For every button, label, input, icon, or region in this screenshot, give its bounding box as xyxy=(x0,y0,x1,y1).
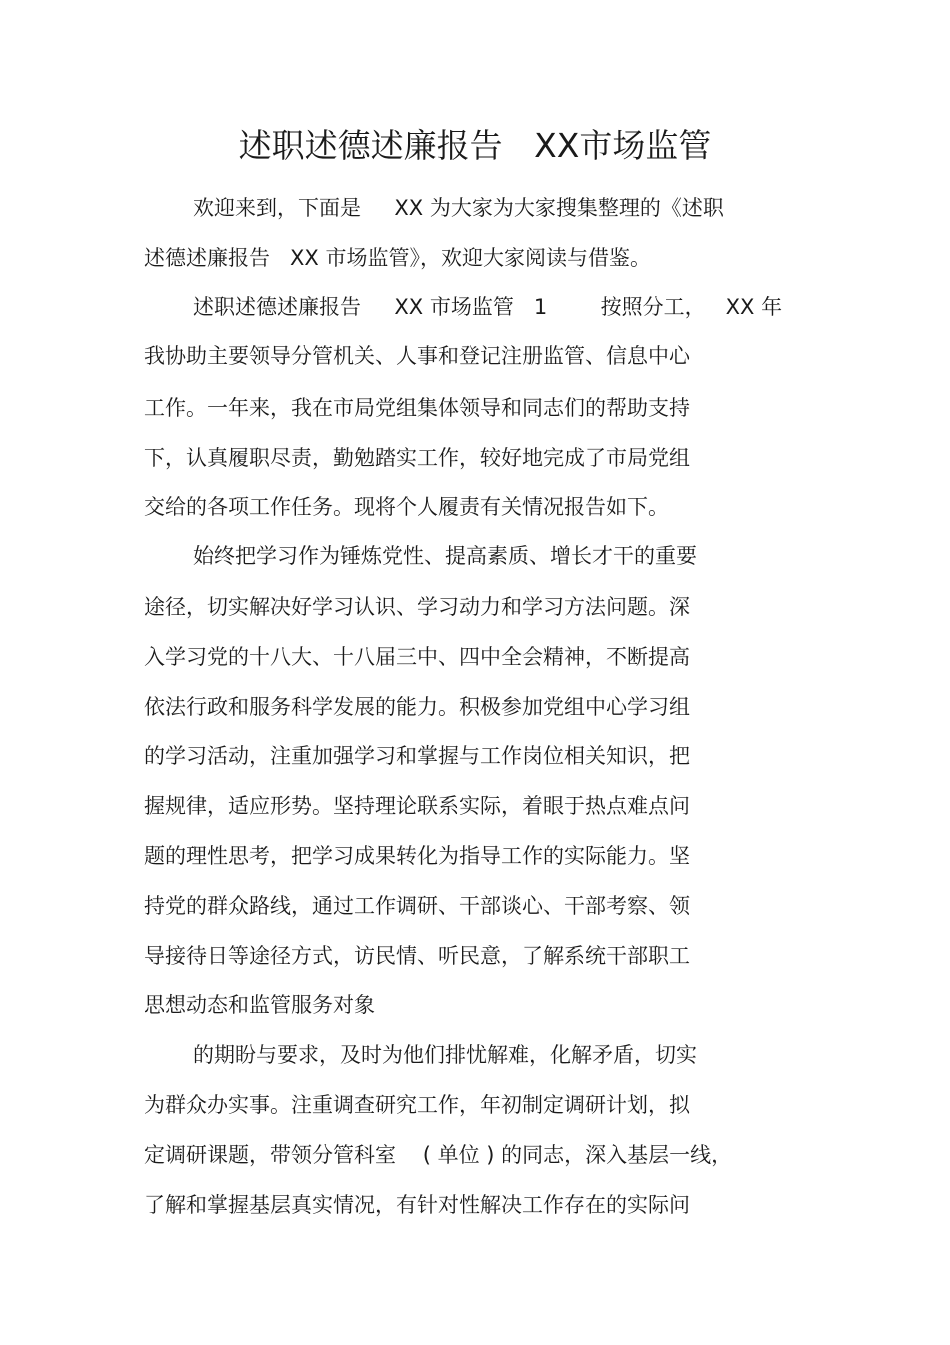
text-line: 握规律，适应形势。坚持理论联系实际，着眼于热点难点问 xyxy=(144,794,690,818)
text-line: 入学习党的十八大、十八届三中、四中全会精神，不断提高 xyxy=(144,645,690,669)
text-line: 思想动态和监管服务对象 xyxy=(144,993,375,1017)
text-line: 欢迎来到，下面是 XX 为大家为大家搜集整理的《述职 xyxy=(193,196,724,220)
text-line: 的学习活动，注重加强学习和掌握与工作岗位相关知识，把 xyxy=(144,744,690,768)
text-line: 了解和掌握基层真实情况，有针对性解决工作存在的实际问 xyxy=(144,1193,690,1217)
text-line: 定调研课题，带领分管科室 ( 单位 ) 的同志，深入基层一线， xyxy=(144,1143,733,1167)
text-line: 持党的群众路线，通过工作调研、干部谈心、干部考察、领 xyxy=(144,894,690,918)
text-line: 下，认真履职尽责，勤勉踏实工作，较好地完成了市局党组 xyxy=(144,446,690,470)
text-line: 始终把学习作为锤炼党性、提高素质、增长才干的重要 xyxy=(193,544,697,568)
text-line: 的期盼与要求，及时为他们排忧解难，化解矛盾，切实 xyxy=(193,1043,697,1067)
text-line: 题的理性思考，把学习成果转化为指导工作的实际能力。坚 xyxy=(144,844,690,868)
text-line: 导接待日等途径方式，访民情、听民意，了解系统干部职工 xyxy=(144,944,690,968)
text-line: 为群众办实事。注重调查研究工作，年初制定调研计划，拟 xyxy=(144,1093,690,1117)
document-title: 述职述德述廉报告 XX市场监管 xyxy=(238,126,712,165)
text-line: 我协助主要领导分管机关、人事和登记注册监管、信息中心 xyxy=(144,344,690,368)
text-line: 依法行政和服务科学发展的能力。积极参加党组中心学习组 xyxy=(144,695,690,719)
text-line: 工作。一年来，我在市局党组集体领导和同志们的帮助支持 xyxy=(144,396,690,420)
text-line: 交给的各项工作任务。现将个人履责有关情况报告如下。 xyxy=(144,495,669,519)
text-line: 述职述德述廉报告 XX 市场监管 1 按照分工， XX 年 xyxy=(193,295,783,319)
text-line: 述德述廉报告 XX 市场监管》，欢迎大家阅读与借鉴。 xyxy=(144,246,651,270)
text-line: 途径，切实解决好学习认识、学习动力和学习方法问题。深 xyxy=(144,595,690,619)
